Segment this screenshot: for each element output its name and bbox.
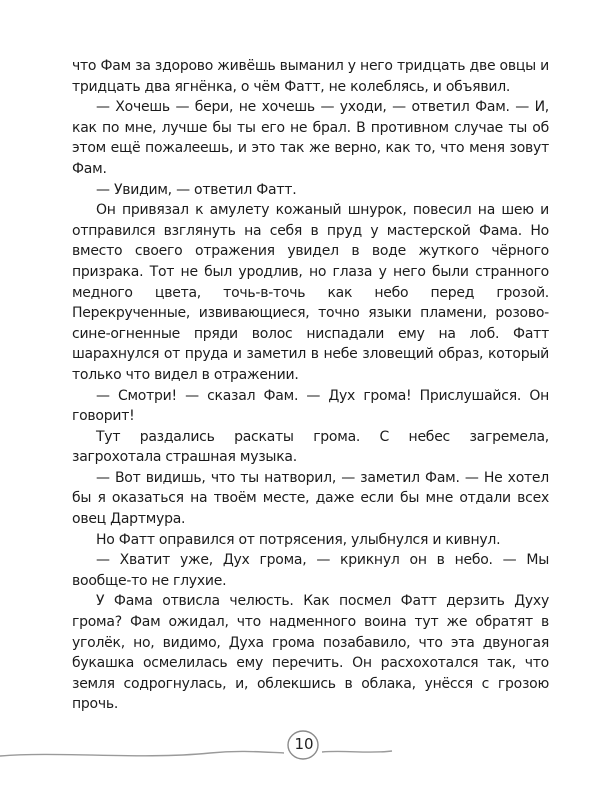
paragraph-8: Но Фатт оправился от потрясения, улыбнулся и кивнул. <box>96 531 501 548</box>
paragraph-2: — Хочешь — бери, не хочешь — уходи, — ответил Фам. — И, как по мне, лучше бы ты его не брал. В противном случае ты об этом ещё пожалеешь, и это так же верно, как то, что меня зовут Фам. <box>72 99 549 177</box>
paragraph-5: — Смотри! — сказал Фам. — Дух грома! Прислушайся. Он говорит! <box>72 387 549 425</box>
paragraph-6: Тут раздались раскаты грома. С небес загремела, загрохотала страшная музыка. <box>72 428 549 466</box>
paragraph-10: У Фама отвисла челюсть. Как посмел Фатт дерзить Духу грома? Фам ожидал, что надменного воина тут же обратят в уголёк, но, видимо, Духа грома позабавило, что эта двуногая букашка осмелилась ему перечить. Он расхохотался так, что земля содрогнулась, и, облекшись в облака, унёсся с грозою прочь. <box>72 593 549 713</box>
page-footer <box>0 720 600 780</box>
page-number: 10 <box>294 735 314 753</box>
footer-wavy-line <box>0 751 284 756</box>
paragraph-9: — Хватит уже, Дух грома, — крикнул он в небо. — Мы вообще-то не глухие. <box>72 552 549 589</box>
footer-wavy-line-tail <box>322 751 392 752</box>
paragraph-1: что Фам за здорово живёшь выманил у него тридцать две овцы и тридцать два ягнёнка, о чём Фатт, не колеблясь, и объявил. <box>72 58 549 95</box>
paragraph-3: — Увидим, — ответил Фатт. <box>96 181 297 198</box>
paragraph-4: Он привязал к амулету кожаный шнурок, повесил на шею и отправился взглянуть на себя в пруд у мастерской Фама. Но вместо своего отражения увидел в воде жуткого чёрного призрака. Тот не был уродлив, но глаза у него были странного медного цвета, точь-в-точь как небо перед грозой. Перекрученные, извивающиеся, точно языки пламени, розово-сине-огненные пряди волос ниспадали ему на лоб. Фатт шарахнулся от пруда и заметил в небе зловещий образ, который только что видел в отражении. <box>72 202 549 383</box>
page-body-text <box>72 56 549 715</box>
paragraph-7: — Вот видишь, что ты натворил, — заметил Фам. — Не хотел бы я оказаться на твоём месте, даже если бы мне отдали всех овец Дартмура. <box>72 469 549 528</box>
